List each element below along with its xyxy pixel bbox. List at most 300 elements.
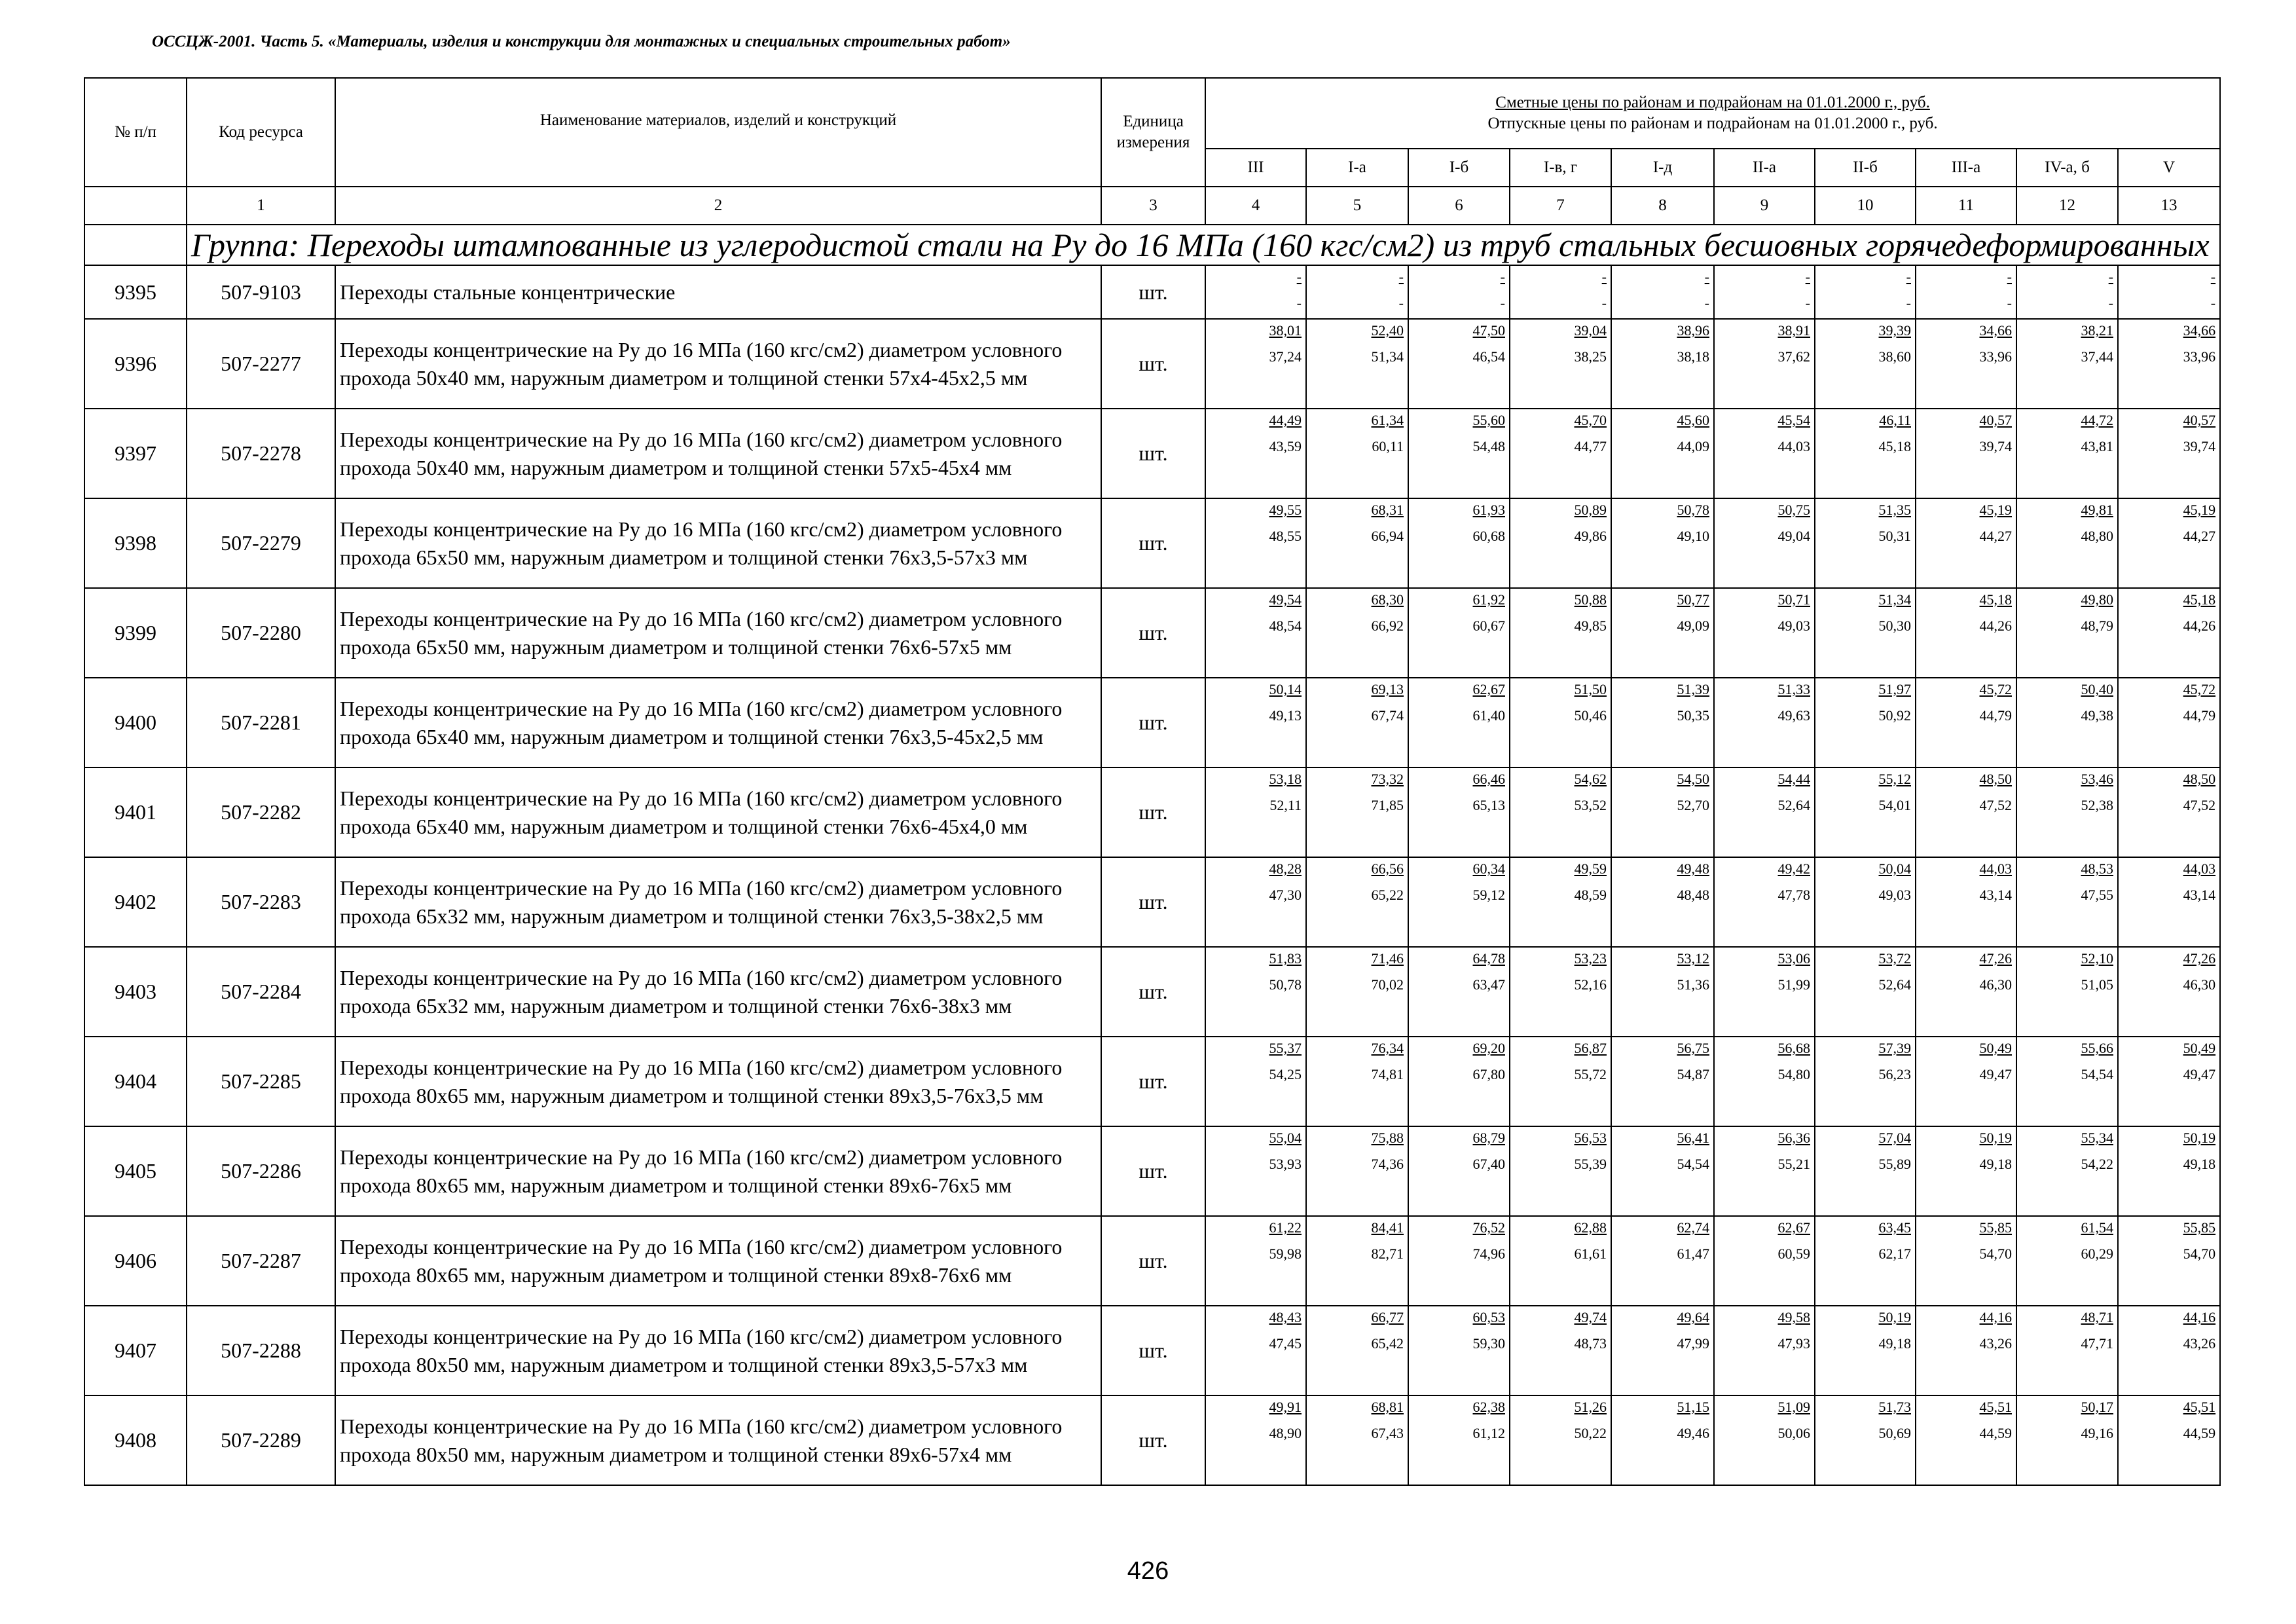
price-cell: [1611, 409, 1714, 498]
estimated-price: 50,14: [1269, 681, 1302, 697]
price-cell: [1306, 1306, 1408, 1395]
price-cell: [1306, 947, 1408, 1037]
release-price: 51,34: [1371, 348, 1404, 365]
price-cell: [1714, 498, 1815, 588]
price-cell: [1611, 1037, 1714, 1126]
release-price: 67,40: [1472, 1156, 1505, 1172]
release-price: 65,22: [1371, 887, 1404, 903]
price-cell: [1611, 498, 1714, 588]
unit-of-measure: шт.: [1101, 1037, 1205, 1126]
price-cell: [1611, 1306, 1714, 1395]
release-price: 49,47: [1979, 1066, 2012, 1082]
table-row: [84, 857, 2220, 947]
price-cell: [1611, 1126, 1714, 1216]
region-header: V: [2118, 149, 2220, 187]
estimated-price: 44,16: [1979, 1309, 2012, 1325]
price-cell: [2016, 588, 2118, 678]
estimated-price: 49,58: [1777, 1309, 1810, 1325]
release-price: 52,38: [2081, 797, 2113, 813]
release-price: 43,26: [1979, 1335, 2012, 1352]
unit-of-measure: шт.: [1101, 588, 1205, 678]
price-cell: [2016, 1126, 2118, 1216]
price-cell: [1611, 1216, 1714, 1306]
resource-code: 507-2286: [187, 1126, 335, 1216]
estimated-price: 62,38: [1472, 1399, 1505, 1415]
release-price: 38,18: [1677, 348, 1709, 365]
release-price: 59,98: [1269, 1246, 1302, 1262]
estimated-price: 55,66: [2081, 1040, 2113, 1056]
price-cell: [1510, 1037, 1611, 1126]
group-row: [84, 225, 2220, 265]
price-cell: [1408, 678, 1510, 767]
estimated-price: 49,81: [2081, 502, 2113, 518]
column-number-row: [84, 187, 2220, 225]
price-cell: [1916, 1126, 2016, 1216]
region-header: III: [1205, 149, 1306, 187]
col-number: 4: [1205, 187, 1306, 225]
estimated-price: -: [2108, 268, 2113, 285]
page-number: 426: [1127, 1557, 1169, 1585]
price-cell: [1306, 409, 1408, 498]
price-cell: [2016, 1216, 2118, 1306]
estimated-price: 64,78: [1472, 950, 1505, 967]
region-header: I-а: [1306, 149, 1408, 187]
release-price: 48,48: [1677, 887, 1709, 903]
release-price: 44,09: [1677, 438, 1709, 454]
release-price: 37,62: [1777, 348, 1810, 365]
release-price: 50,06: [1777, 1425, 1810, 1441]
release-price: 65,42: [1371, 1335, 1404, 1352]
price-cell: [1815, 319, 1916, 409]
price-cell: [1408, 265, 1510, 319]
release-price: 55,39: [1574, 1156, 1607, 1172]
release-price: 67,80: [1472, 1066, 1505, 1082]
price-cell: [1611, 588, 1714, 678]
price-cell: [1205, 1395, 1306, 1485]
release-price: 44,79: [1979, 707, 2012, 724]
estimated-price: 49,80: [2081, 591, 2113, 608]
price-cell: [1611, 767, 1714, 857]
estimated-price: 44,16: [2183, 1309, 2216, 1325]
release-price: 52,11: [1269, 797, 1302, 813]
release-price: 44,59: [1979, 1425, 2012, 1441]
release-price: 61,47: [1677, 1246, 1709, 1262]
estimated-price: 51,33: [1777, 681, 1810, 697]
row-number: 9405: [84, 1126, 187, 1216]
price-cell: [1408, 588, 1510, 678]
release-price: 49,46: [1677, 1425, 1709, 1441]
estimated-price: -: [1601, 268, 1607, 285]
price-cell: [1306, 678, 1408, 767]
estimated-price: 56,75: [1677, 1040, 1709, 1056]
release-price: 52,70: [1677, 797, 1709, 813]
price-cell: [1510, 767, 1611, 857]
release-price: 59,12: [1472, 887, 1505, 903]
price-cell: [1205, 767, 1306, 857]
release-price: 37,44: [2081, 348, 2113, 365]
estimated-price: 50,71: [1777, 591, 1810, 608]
estimated-price: 56,87: [1574, 1040, 1607, 1056]
estimated-price: 34,66: [1979, 322, 2012, 339]
release-price: 49,03: [1777, 618, 1810, 634]
row-number: 9397: [84, 409, 187, 498]
table-row: [84, 588, 2220, 678]
release-price: 43,14: [1979, 887, 2012, 903]
release-price: 49,85: [1574, 618, 1607, 634]
release-price: 49,47: [2183, 1066, 2216, 1082]
material-name: Переходы концентрические на Ру до 16 МПа (160 кгс/см2) диаметром условного прохода 65х40 мм, наружным диаметром и толщиной стенки 76х3,5-45х2,5 мм: [335, 678, 1101, 767]
estimated-price: 68,30: [1371, 591, 1404, 608]
price-cell: [1916, 498, 2016, 588]
price-cell: [1916, 1216, 2016, 1306]
release-price: 74,36: [1371, 1156, 1404, 1172]
resource-code: 507-2287: [187, 1216, 335, 1306]
estimated-price: 51,73: [1878, 1399, 1911, 1415]
group-spacer: [84, 225, 187, 265]
table-row: [84, 1126, 2220, 1216]
price-cell: [1205, 1126, 1306, 1216]
price-cell: [1408, 1037, 1510, 1126]
col-number: 2: [335, 187, 1101, 225]
release-price: 55,21: [1777, 1156, 1810, 1172]
estimated-price: 49,91: [1269, 1399, 1302, 1415]
estimated-price: 51,09: [1777, 1399, 1810, 1415]
estimated-price: 56,68: [1777, 1040, 1810, 1056]
release-price: -: [2210, 295, 2216, 311]
price-cell: [1916, 947, 2016, 1037]
estimated-price: 55,37: [1269, 1040, 1302, 1056]
price-cell: [1815, 947, 1916, 1037]
release-price: 61,61: [1574, 1246, 1607, 1262]
estimated-price: 53,06: [1777, 950, 1810, 967]
price-cell: [1510, 1395, 1611, 1485]
estimated-price: -: [1704, 268, 1709, 285]
price-cell: [1916, 265, 2016, 319]
release-price: 60,11: [1372, 438, 1404, 454]
release-price: 54,70: [1979, 1246, 2012, 1262]
price-cell: [2016, 498, 2118, 588]
price-cell: [1916, 678, 2016, 767]
estimated-price: 56,36: [1777, 1130, 1810, 1146]
release-price: 65,13: [1472, 797, 1505, 813]
price-cell: [2016, 409, 2118, 498]
table-row: [84, 1306, 2220, 1395]
release-price: 67,74: [1371, 707, 1404, 724]
price-cell: [2118, 1216, 2220, 1306]
estimated-price: 55,04: [1269, 1130, 1302, 1146]
col-header-name: Наименование материалов, изделий и конструкций: [335, 78, 1101, 187]
release-price: -: [1601, 295, 1607, 311]
price-cell: [2118, 678, 2220, 767]
material-name: Переходы концентрические на Ру до 16 МПа (160 кгс/см2) диаметром условного прохода 80х65 мм, наружным диаметром и толщиной стенки 89х3,5-76х3,5 мм: [335, 1037, 1101, 1126]
estimated-price: 49,74: [1574, 1309, 1607, 1325]
row-number: 9404: [84, 1037, 187, 1126]
estimated-price: 84,41: [1371, 1219, 1404, 1236]
price-cell: [1714, 857, 1815, 947]
estimated-price: 50,19: [2183, 1130, 2216, 1146]
release-price: 59,30: [1472, 1335, 1505, 1352]
price-cell: [1714, 947, 1815, 1037]
price-cell: [1408, 319, 1510, 409]
price-cell: [1306, 1216, 1408, 1306]
release-price: 50,31: [1878, 528, 1911, 544]
release-price: 60,59: [1777, 1246, 1810, 1262]
release-price: 49,38: [2081, 707, 2113, 724]
price-cell: [1916, 409, 2016, 498]
estimated-price: 55,85: [1979, 1219, 2012, 1236]
header-row-top: [84, 78, 2220, 149]
col-number: 3: [1101, 187, 1205, 225]
col-number: 13: [2118, 187, 2220, 225]
release-price: 66,92: [1371, 618, 1404, 634]
price-cell: [1815, 498, 1916, 588]
row-number: 9402: [84, 857, 187, 947]
col-number: 10: [1815, 187, 1916, 225]
release-price: 44,79: [2183, 707, 2216, 724]
release-price: 48,80: [2081, 528, 2113, 544]
estimated-price: 47,26: [2183, 950, 2216, 967]
release-price: 46,30: [1979, 976, 2012, 993]
release-price: 74,81: [1371, 1066, 1404, 1082]
price-cell: [1306, 857, 1408, 947]
release-price: 49,03: [1878, 887, 1911, 903]
table-row: [84, 678, 2220, 767]
release-price: 43,59: [1269, 438, 1302, 454]
price-cell: [1408, 1395, 1510, 1485]
estimated-price: 53,72: [1878, 950, 1911, 967]
estimated-price: -: [1296, 268, 1302, 285]
material-name: Переходы концентрические на Ру до 16 МПа (160 кгс/см2) диаметром условного прохода 50х40 мм, наружным диаметром и толщиной стенки 57х5-45х4 мм: [335, 409, 1101, 498]
table-row: [84, 947, 2220, 1037]
estimated-price: 39,04: [1574, 322, 1607, 339]
price-cell: [1714, 1126, 1815, 1216]
estimated-price: 50,17: [2081, 1399, 2113, 1415]
release-price: -: [1296, 295, 1302, 311]
region-header: III-а: [1916, 149, 2016, 187]
release-price: -: [1500, 295, 1505, 311]
price-cell: [1408, 857, 1510, 947]
price-cell: [1714, 1037, 1815, 1126]
estimated-price: 50,19: [1979, 1130, 2012, 1146]
release-price: 61,40: [1472, 707, 1505, 724]
document-header: ОССЦЖ-2001. Часть 5. «Материалы, изделия и конструкции для монтажных и специальных строительных работ»: [152, 33, 1011, 50]
estimated-price: 62,74: [1677, 1219, 1709, 1236]
estimated-price: 66,46: [1472, 771, 1505, 787]
estimated-price: 45,54: [1777, 412, 1810, 428]
release-price: 54,48: [1472, 438, 1505, 454]
estimated-price: 76,52: [1472, 1219, 1505, 1236]
release-price: 47,30: [1269, 887, 1302, 903]
row-number: 9396: [84, 319, 187, 409]
price-cell: [1916, 1037, 2016, 1126]
release-price: 44,03: [1777, 438, 1810, 454]
release-price: 62,17: [1878, 1246, 1911, 1262]
price-cell: [1510, 265, 1611, 319]
table-row: [84, 1037, 2220, 1126]
unit-of-measure: шт.: [1101, 265, 1205, 319]
estimated-price: 60,34: [1472, 860, 1505, 877]
price-cell: [1306, 1395, 1408, 1485]
release-price: -: [2108, 295, 2113, 311]
release-price: -: [1398, 295, 1404, 311]
release-price: 50,92: [1878, 707, 1911, 724]
release-price: 43,14: [2183, 887, 2216, 903]
estimated-price: 50,75: [1777, 502, 1810, 518]
estimated-price: 49,48: [1677, 860, 1709, 877]
unit-of-measure: шт.: [1101, 1395, 1205, 1485]
estimated-price: 38,01: [1269, 322, 1302, 339]
unit-of-measure: шт.: [1101, 1306, 1205, 1395]
estimated-price: 39,39: [1878, 322, 1911, 339]
price-cell: [2016, 1037, 2118, 1126]
col-number: 1: [187, 187, 335, 225]
estimated-price: 50,89: [1574, 502, 1607, 518]
release-price: 60,67: [1472, 618, 1505, 634]
estimated-price: 55,60: [1472, 412, 1505, 428]
estimated-price: 68,31: [1371, 502, 1404, 518]
estimated-price: 52,10: [2081, 950, 2113, 967]
price-cell: [1205, 498, 1306, 588]
estimated-price: 38,91: [1777, 322, 1810, 339]
estimated-price: 47,26: [1979, 950, 2012, 967]
price-cell: [1306, 498, 1408, 588]
resource-code: 507-2285: [187, 1037, 335, 1126]
group-title: Группа: Переходы штампованные из углеродистой стали на Ру до 16 МПа (160 кгс/см2) из труб стальных бесшовных горячедеформированных: [187, 225, 2220, 265]
unit-of-measure: шт.: [1101, 947, 1205, 1037]
price-cell: [1714, 319, 1815, 409]
estimated-price: 48,50: [2183, 771, 2216, 787]
release-price: 51,99: [1777, 976, 1810, 993]
table-row: [84, 498, 2220, 588]
release-price: 54,22: [2081, 1156, 2113, 1172]
estimated-price: 44,72: [2081, 412, 2113, 428]
release-price: 54,01: [1878, 797, 1911, 813]
price-cell: [2118, 1395, 2220, 1485]
release-price: 49,09: [1677, 618, 1709, 634]
release-price: 71,85: [1371, 797, 1404, 813]
release-price: 47,52: [1979, 797, 2012, 813]
estimated-price: 50,19: [1878, 1309, 1911, 1325]
estimated-price: 45,19: [1979, 502, 2012, 518]
estimated-price: 46,11: [1879, 412, 1911, 428]
price-cell: [1916, 857, 2016, 947]
estimated-price: 61,22: [1269, 1219, 1302, 1236]
material-name: Переходы концентрические на Ру до 16 МПа (160 кгс/см2) диаметром условного прохода 65х40 мм, наружным диаметром и толщиной стенки 76х6-45х4,0 мм: [335, 767, 1101, 857]
price-cell: [1408, 409, 1510, 498]
estimated-price: -: [1805, 268, 1810, 285]
release-price: 67,43: [1371, 1425, 1404, 1441]
release-price: 49,18: [1878, 1335, 1911, 1352]
release-price: 48,59: [1574, 887, 1607, 903]
price-cell: [1611, 947, 1714, 1037]
price-cell: [2118, 319, 2220, 409]
release-price: 46,54: [1472, 348, 1505, 365]
col-header-unit: Единица измерения: [1101, 78, 1205, 187]
unit-of-measure: шт.: [1101, 498, 1205, 588]
release-price: 44,26: [1979, 618, 2012, 634]
price-cell: [1306, 319, 1408, 409]
estimated-price: -: [1500, 268, 1505, 285]
table-row: [84, 1395, 2220, 1485]
release-price: 50,22: [1574, 1425, 1607, 1441]
release-price: 38,60: [1878, 348, 1911, 365]
region-header: I-б: [1408, 149, 1510, 187]
price-cell: [1306, 767, 1408, 857]
estimated-price: 55,85: [2183, 1219, 2216, 1236]
price-cell: [2016, 947, 2118, 1037]
release-price: 44,27: [1979, 528, 2012, 544]
estimated-price: -: [2007, 268, 2012, 285]
release-price: 49,18: [2183, 1156, 2216, 1172]
table-row: [84, 265, 2220, 319]
price-cell: [2016, 1395, 2118, 1485]
material-name: Переходы концентрические на Ру до 16 МПа (160 кгс/см2) диаметром условного прохода 80х65 мм, наружным диаметром и толщиной стенки 89х6-76х5 мм: [335, 1126, 1101, 1216]
price-cell: [1205, 1216, 1306, 1306]
release-price: 56,23: [1878, 1066, 1911, 1082]
estimated-price: 53,23: [1574, 950, 1607, 967]
price-cell: [1916, 588, 2016, 678]
release-price: -: [1906, 295, 1911, 311]
estimated-price: 45,18: [2183, 591, 2216, 608]
estimated-price: 50,49: [2183, 1040, 2216, 1056]
release-price: 47,45: [1269, 1335, 1302, 1352]
resource-code: 507-2280: [187, 588, 335, 678]
estimated-price: 45,60: [1677, 412, 1709, 428]
estimated-price: -: [1906, 268, 1911, 285]
estimated-price: 61,92: [1472, 591, 1505, 608]
resource-code: 507-9103: [187, 265, 335, 319]
price-cell: [1510, 409, 1611, 498]
estimated-price: 75,88: [1371, 1130, 1404, 1146]
estimated-price: 52,40: [1371, 322, 1404, 339]
resource-code: 507-2282: [187, 767, 335, 857]
material-name: Переходы концентрические на Ру до 16 МПа (160 кгс/см2) диаметром условного прохода 80х50 мм, наружным диаметром и толщиной стенки 89х3,5-57х3 мм: [335, 1306, 1101, 1395]
col-number: 12: [2016, 187, 2118, 225]
estimated-price: 49,55: [1269, 502, 1302, 518]
price-cell: [1714, 1216, 1815, 1306]
price-cell: [1205, 319, 1306, 409]
price-cell: [1815, 678, 1916, 767]
release-price: 47,71: [2081, 1335, 2113, 1352]
estimated-price: 40,57: [1979, 412, 2012, 428]
price-cell: [1510, 1306, 1611, 1395]
estimated-price: 61,54: [2081, 1219, 2113, 1236]
estimated-price: 48,43: [1269, 1309, 1302, 1325]
estimated-price: 50,77: [1677, 591, 1709, 608]
price-cell: [1408, 947, 1510, 1037]
price-cell: [1916, 767, 2016, 857]
resource-code: 507-2288: [187, 1306, 335, 1395]
estimated-price: 57,04: [1878, 1130, 1911, 1146]
estimated-price: 54,50: [1677, 771, 1709, 787]
table-row: [84, 409, 2220, 498]
estimated-price: 48,71: [2081, 1309, 2113, 1325]
estimated-price: 60,53: [1472, 1309, 1505, 1325]
estimated-price: 40,57: [2183, 412, 2216, 428]
row-number: 9395: [84, 265, 187, 319]
estimated-price: 45,72: [2183, 681, 2216, 697]
estimated-price: 55,34: [2081, 1130, 2113, 1146]
estimated-price: 49,59: [1574, 860, 1607, 877]
release-price: 51,36: [1677, 976, 1709, 993]
estimated-price: 48,28: [1269, 860, 1302, 877]
release-price: 49,86: [1574, 528, 1607, 544]
estimated-price: 51,35: [1878, 502, 1911, 518]
release-price: -: [1805, 295, 1810, 311]
release-price: 44,27: [2183, 528, 2216, 544]
estimated-price: 50,40: [2081, 681, 2113, 697]
price-cell: [1714, 265, 1815, 319]
